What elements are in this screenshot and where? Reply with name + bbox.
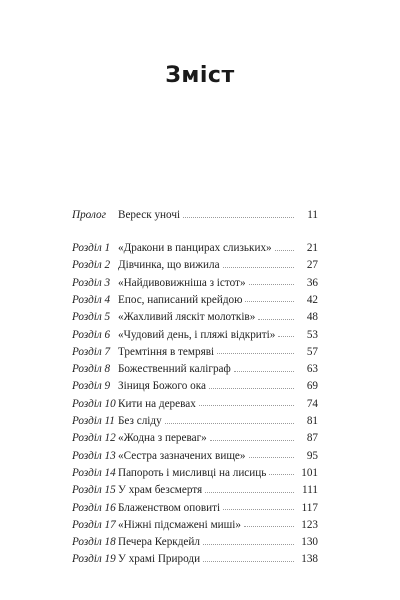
dot-leader xyxy=(203,544,294,545)
dot-leader xyxy=(199,405,294,406)
dot-leader xyxy=(249,457,295,458)
dot-leader xyxy=(165,423,294,424)
page-number: 74 xyxy=(306,397,318,410)
page-number: 42 xyxy=(306,293,318,306)
page-number: 95 xyxy=(306,449,318,462)
page-number: 53 xyxy=(306,328,318,341)
dot-leader xyxy=(249,284,294,285)
chapter-label: Розділ 3 xyxy=(72,276,111,289)
toc-entry[interactable] xyxy=(72,275,318,291)
dot-leader xyxy=(244,526,294,527)
chapter-title: «Сестра зазначених вище» xyxy=(118,449,246,462)
chapter-title: Кити на деревах xyxy=(118,397,196,410)
chapter-title: Печера Керкдейл xyxy=(118,536,200,549)
chapter-label: Розділ 1 xyxy=(72,242,111,254)
toc-entry[interactable] xyxy=(72,257,318,273)
page-number: 138 xyxy=(301,553,318,566)
toc-entry[interactable] xyxy=(72,292,318,308)
toc-entry[interactable] xyxy=(72,517,318,533)
toc-entry[interactable] xyxy=(72,551,318,567)
page-number: 11 xyxy=(307,209,318,221)
toc-entry[interactable] xyxy=(72,344,318,360)
chapter-title: Папороть і мисливці на лисиць xyxy=(118,466,267,479)
chapter-label: Розділ 14 xyxy=(72,466,116,479)
chapter-title: Божественний каліграф xyxy=(118,363,231,376)
page-number: 36 xyxy=(306,276,318,289)
toc-entry-prologue[interactable] xyxy=(72,207,318,223)
dot-leader xyxy=(183,217,294,218)
chapter-title: Без сліду xyxy=(118,415,162,427)
chapter-label: Розділ 17 xyxy=(72,518,116,531)
page-number: 130 xyxy=(301,536,318,549)
page-number: 87 xyxy=(306,432,318,445)
chapter-label: Розділ 15 xyxy=(72,484,116,497)
chapter-label: Розділ 19 xyxy=(72,553,116,566)
chapter-title: Блаженством оповиті xyxy=(118,501,221,514)
chapter-label: Розділ 4 xyxy=(72,293,111,306)
chapter-label: Розділ 10 xyxy=(72,397,116,410)
chapter-label: Розділ 6 xyxy=(72,328,111,341)
chapter-label: Розділ 13 xyxy=(72,449,116,462)
toc-entry[interactable] xyxy=(72,240,318,256)
toc-entry[interactable] xyxy=(72,378,318,394)
dot-leader xyxy=(275,250,294,251)
chapter-title: Тремтіння в темряві xyxy=(118,345,215,358)
dot-leader xyxy=(245,301,294,302)
dot-leader xyxy=(258,319,294,320)
page-number: 123 xyxy=(301,518,318,531)
page-number: 48 xyxy=(306,311,318,324)
chapter-title: «Дракони в панцирах слизьких» xyxy=(118,242,272,254)
page-number: 57 xyxy=(306,345,318,358)
page-title: Зміст xyxy=(165,63,235,88)
page-number: 63 xyxy=(306,363,318,376)
chapter-label: Розділ 7 xyxy=(72,345,111,358)
page-number: 111 xyxy=(302,484,318,497)
chapter-label: Розділ 2 xyxy=(72,259,111,272)
chapter-label: Розділ 5 xyxy=(72,311,111,324)
dot-leader xyxy=(278,336,294,337)
toc-entry[interactable] xyxy=(72,465,318,481)
chapter-label: Розділ 16 xyxy=(72,501,116,514)
page-number: 117 xyxy=(301,501,318,514)
dot-leader xyxy=(203,561,294,562)
dot-leader xyxy=(234,371,294,372)
dot-leader xyxy=(210,440,294,441)
chapter-label: Розділ 12 xyxy=(72,432,116,445)
page-number: 27 xyxy=(306,259,318,272)
chapter-title: Епос, написаний крейдою xyxy=(118,293,243,306)
toc-entry[interactable] xyxy=(72,500,318,516)
dot-leader xyxy=(217,353,294,354)
chapter-title: «Жодна з переваг» xyxy=(118,432,207,445)
toc-entry[interactable] xyxy=(72,361,318,377)
page-number: 101 xyxy=(301,466,318,479)
page-number: 81 xyxy=(306,415,318,427)
page-number: 21 xyxy=(306,242,318,254)
page-number: 69 xyxy=(306,380,318,393)
chapter-title: «Найдивовижніша з істот» xyxy=(118,276,246,289)
toc-entry[interactable] xyxy=(72,482,318,498)
chapter-title: «Чудовий день, і пляжі відкриті» xyxy=(118,328,276,341)
dot-leader xyxy=(223,509,294,510)
chapter-label: Розділ 8 xyxy=(72,363,111,376)
toc-entry[interactable] xyxy=(72,413,318,429)
toc-entry[interactable] xyxy=(72,430,318,446)
dot-leader xyxy=(269,474,294,475)
dot-leader xyxy=(205,492,294,493)
chapter-label: Розділ 18 xyxy=(72,536,116,549)
chapter-title: Дівчинка, що вижила xyxy=(118,259,220,272)
dot-leader xyxy=(209,388,294,389)
chapter-title: Вереск уночі xyxy=(118,209,181,221)
chapter-title: У храмі Природи xyxy=(118,553,201,566)
chapter-label: Розділ 9 xyxy=(72,380,111,393)
toc-entry[interactable] xyxy=(72,448,318,464)
chapter-title: «Ніжні підсмажені миші» xyxy=(118,518,241,531)
chapter-title: «Жахливий ляскіт молотків» xyxy=(118,311,256,324)
dot-leader xyxy=(223,267,294,268)
toc-entry[interactable] xyxy=(72,309,318,325)
toc-entry[interactable] xyxy=(72,396,318,412)
toc-entry[interactable] xyxy=(72,534,318,550)
chapter-title: Зіниця Божого ока xyxy=(118,380,206,393)
toc-entry[interactable] xyxy=(72,327,318,343)
chapter-title: У храм безсмертя xyxy=(118,484,203,497)
chapter-label: Пролог xyxy=(72,209,106,221)
chapter-label: Розділ 11 xyxy=(72,415,115,427)
